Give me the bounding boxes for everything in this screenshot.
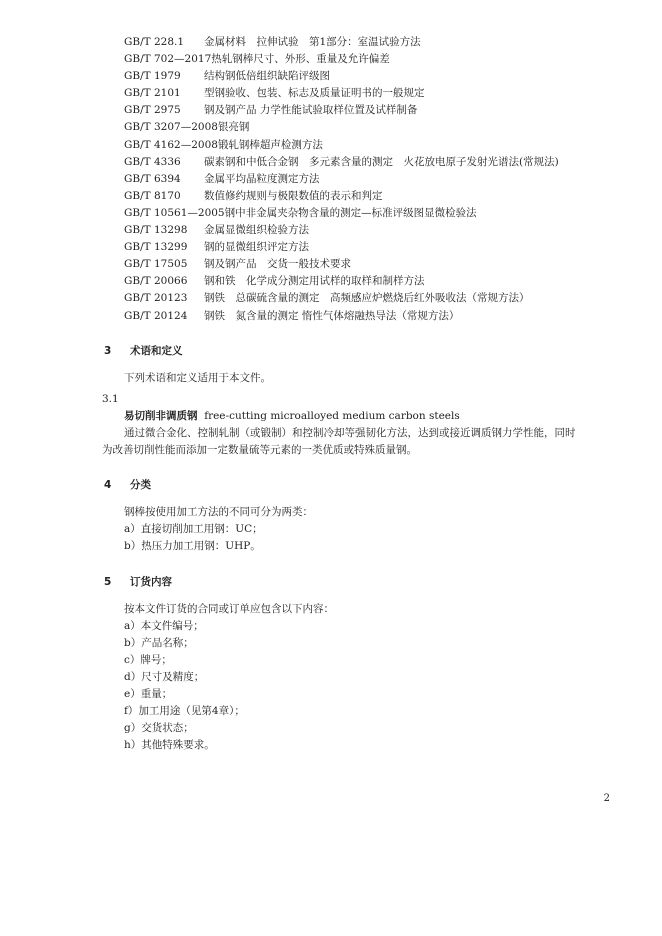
reference-code: GB/T 20066 xyxy=(124,275,188,288)
reference-item xyxy=(102,154,612,171)
reference-code: GB/T 3207—2008 xyxy=(124,121,218,134)
reference-item xyxy=(102,102,612,119)
reference-item xyxy=(102,222,612,239)
section-number: 4 xyxy=(104,479,112,492)
section-number: 5 xyxy=(104,575,112,588)
reference-code: GB/T 8170 xyxy=(124,189,181,202)
reference-code: GB/T 20123 xyxy=(124,292,188,305)
reference-item xyxy=(102,85,612,102)
classification-list xyxy=(102,521,612,555)
section-title: 分类 xyxy=(130,479,151,492)
reference-code: GB/T 13299 xyxy=(124,241,188,254)
reference-title: 金属显微组织检验方法 xyxy=(204,224,309,237)
reference-title: 金属平均晶粒度测定方法 xyxy=(204,172,320,185)
term-definition-line-2: 为改善切削性能而添加一定数量硫等元素的一类优质或特殊质量钢。 xyxy=(102,444,417,457)
section-5-intro: 按本文件订货的合同或订单应包含以下内容： xyxy=(124,602,334,615)
reference-item xyxy=(102,256,612,273)
reference-item xyxy=(102,171,612,188)
reference-title: 银亮钢 xyxy=(217,121,250,134)
reference-item xyxy=(102,34,612,51)
reference-item xyxy=(102,137,612,154)
reference-title: 钢铁 氮含量的测定 惰性气体熔融热导法（常规方法） xyxy=(204,309,460,322)
reference-title: 钢的显微组织评定方法 xyxy=(204,241,309,254)
list-item: d）尺寸及精度； xyxy=(124,671,205,683)
reference-item xyxy=(102,188,612,205)
reference-code: GB/T 1979 xyxy=(124,70,181,83)
list-item: e）重量； xyxy=(124,688,173,701)
section-4-heading xyxy=(104,477,612,494)
reference-code: GB/T 4336 xyxy=(124,155,181,168)
list-item: c）牌号； xyxy=(124,653,172,666)
reference-title: 热轧钢棒尺寸、外形、重量及允许偏差 xyxy=(211,53,390,66)
reference-code: GB/T 20124 xyxy=(124,309,188,322)
page-number: 2 xyxy=(603,793,610,804)
term-number: 3.1 xyxy=(102,392,119,405)
section-3-intro: 下列术语和定义适用于本文件。 xyxy=(124,371,271,384)
reference-item xyxy=(102,290,612,307)
reference-code: GB/T 17505 xyxy=(124,258,188,271)
reference-title: 碳素钢和中低合金钢 多元素含量的测定 火花放电原子发射光谱法(常规法) xyxy=(204,155,559,168)
reference-code: GB/T 13298 xyxy=(124,224,188,237)
section-title: 订货内容 xyxy=(130,575,172,588)
reference-code: GB/T 2101 xyxy=(124,87,181,100)
reference-code: GB/T 2975 xyxy=(124,104,181,117)
section-4-intro: 钢棒按使用加工方法的不同可分为两类： xyxy=(124,506,313,519)
reference-title: 钢中非金属夹杂物含量的测定—标准评级图显微检验法 xyxy=(224,206,477,219)
reference-item xyxy=(102,205,612,222)
reference-item xyxy=(102,51,612,68)
reference-title: 金属材料 拉伸试验 第1部分：室温试验方法 xyxy=(204,36,421,48)
reference-item xyxy=(102,273,612,290)
section-5-heading xyxy=(104,574,612,591)
reference-title: 结构钢低倍组织缺陷评级图 xyxy=(204,70,330,83)
list-item: f）加工用途（见第4章）； xyxy=(124,705,245,718)
section-3-heading xyxy=(104,343,612,360)
reference-title: 型钢验收、包装、标志及质量证明书的一般规定 xyxy=(204,87,425,100)
reference-title: 钢及钢产品 交货一般技术要求 xyxy=(204,258,351,271)
reference-code: GB/T 702—2017 xyxy=(124,53,212,66)
term-chinese: 易切削非调质钢 xyxy=(124,409,198,422)
reference-item xyxy=(102,68,612,85)
reference-title: 数值修约规则与极限数值的表示和判定 xyxy=(204,189,383,202)
reference-code: GB/T 228.1 xyxy=(124,36,185,48)
reference-code: GB/T 6394 xyxy=(124,172,181,185)
section-number: 3 xyxy=(104,344,112,357)
reference-code: GB/T 4162—2008 xyxy=(124,138,218,151)
list-item: a）直接切削加工用钢：UC； xyxy=(124,523,263,536)
list-item: g）交货状态； xyxy=(124,722,194,735)
list-item: b）产品名称； xyxy=(124,636,194,649)
normative-references-list xyxy=(102,34,612,325)
reference-title: 钢和铁 化学成分测定用试样的取样和制样方法 xyxy=(204,275,425,288)
term-entry xyxy=(102,408,612,425)
list-item: h）其他特殊要求。 xyxy=(124,739,215,752)
reference-title: 锻轧钢棒超声检测方法 xyxy=(217,138,323,151)
order-content-list xyxy=(102,618,612,755)
list-item: b）热压力加工用钢：UHP。 xyxy=(124,540,261,553)
reference-item xyxy=(102,119,612,136)
reference-title: 钢及钢产品 力学性能试验取样位置及试样制备 xyxy=(204,104,418,117)
list-item: a）本文件编号； xyxy=(124,619,204,632)
section-title: 术语和定义 xyxy=(130,344,183,357)
reference-title: 钢铁 总碳硫含量的测定 高频感应炉燃烧后红外吸收法（常规方法） xyxy=(204,292,530,305)
reference-item xyxy=(102,308,612,325)
reference-code: GB/T 10561—2005 xyxy=(124,206,225,219)
reference-item xyxy=(102,239,612,256)
term-definition-line-1: 通过微合金化、控制轧制（或锻制）和控制冷却等强韧化方法，达到或接近调质钢力学性能，同时 xyxy=(124,426,576,439)
term-english: free-cutting microalloyed medium carbon steels xyxy=(204,409,460,422)
